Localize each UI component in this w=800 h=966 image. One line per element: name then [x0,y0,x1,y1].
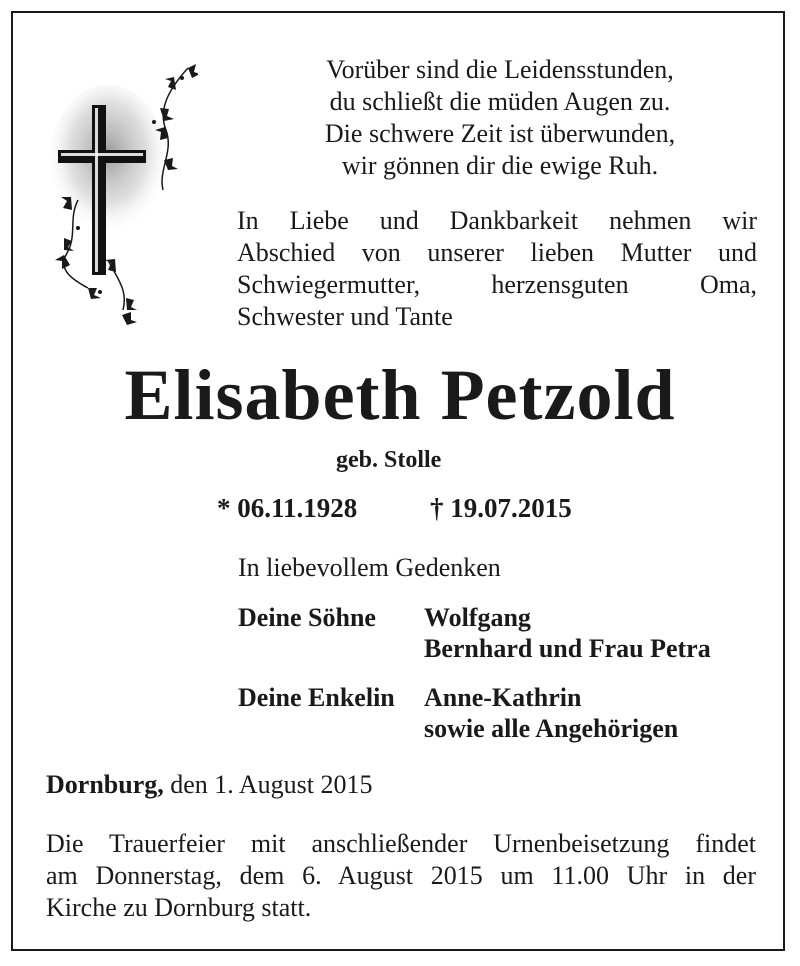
birth-date: * 06.11.1928 [217,493,358,523]
intro-line: Abschied von unserer lieben Mutter und [237,238,757,267]
poem-verse [270,54,730,182]
place-name: Dornburg, [46,770,164,799]
son-name: Wolfgang [424,603,531,632]
intro-line: Schwiegermutter, herzensguten Oma, [237,270,757,299]
funeral-line: Kirche zu Dornburg statt. [46,893,312,922]
closing-date: den 1. August 2015 [170,770,373,799]
verse-line: du schließt die müden Augen zu. [329,87,671,116]
intro-line: In Liebe und Dankbarkeit nehmen wir [237,206,757,235]
granddaughter-label: Deine Enkelin [238,683,395,712]
maiden-name: geb. Stolle [336,447,442,473]
relatives-line: sowie alle Angehörigen [424,714,679,743]
verse-line: wir gönnen dir die ewige Ruh. [341,151,659,180]
son-name: Bernhard und Frau Petra [424,634,711,663]
verse-line: Vorüber sind die Leidensstunden, [326,55,674,84]
funeral-info [46,828,756,924]
death-date: † 19.07.2015 [430,493,572,523]
sons-label: Deine Söhne [238,603,376,632]
funeral-line: Die Trauerfeier mit anschließender Urnenbeisetzung findet [46,829,756,858]
intro-line: Schwester und Tante [237,302,453,331]
intro-paragraph [237,205,757,333]
deceased-name: Elisabeth Petzold [124,355,676,435]
place-date-line [46,770,372,800]
funeral-line: am Donnerstag, dem 6. August 2015 um 11.00 Uhr in der [46,861,756,890]
cross-with-ivy-icon [48,60,198,330]
granddaughter-name: Anne-Kathrin [424,683,582,712]
memory-line: In liebevollem Gedenken [238,553,501,582]
verse-line: Die schwere Zeit ist überwunden, [324,119,676,148]
